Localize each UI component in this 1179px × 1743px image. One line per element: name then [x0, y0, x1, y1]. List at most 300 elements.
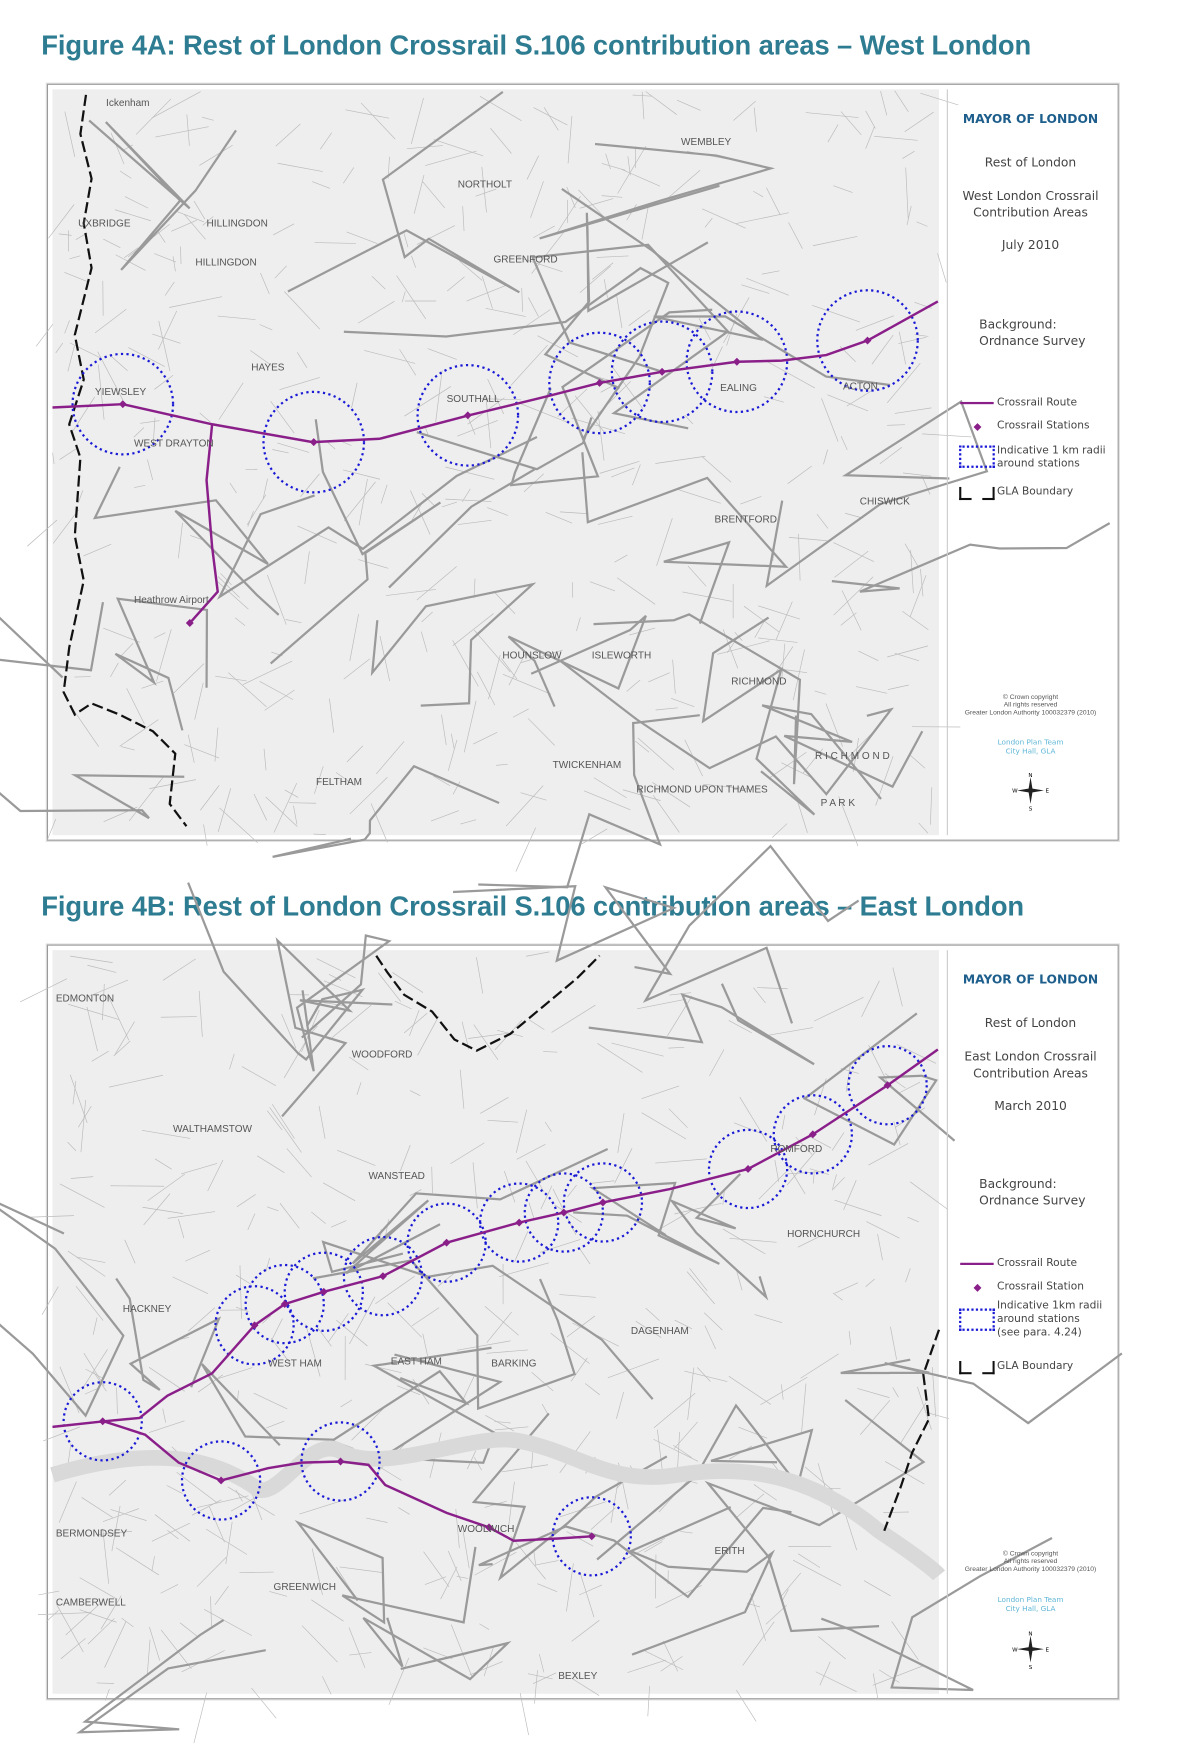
street	[815, 691, 827, 694]
street	[280, 1203, 299, 1228]
street	[887, 425, 905, 426]
street	[872, 335, 893, 364]
street	[917, 1387, 931, 1430]
street	[530, 181, 543, 218]
legend-date: July 2010	[1001, 237, 1060, 253]
east-london-map-canvas[interactable]	[52, 950, 939, 1694]
street	[618, 1113, 624, 1153]
street	[735, 213, 788, 224]
key-gla-boundary	[957, 486, 1109, 502]
street	[842, 591, 861, 631]
street	[209, 1507, 224, 1543]
place-label: HILLINGDON	[206, 218, 268, 230]
legend-background-1: Background:	[979, 1176, 1057, 1192]
street	[775, 1160, 779, 1182]
street	[161, 1630, 191, 1669]
street	[180, 1623, 197, 1636]
street	[832, 1132, 844, 1150]
street	[375, 1276, 414, 1303]
gla-boundary-line	[64, 95, 187, 826]
street	[806, 113, 859, 118]
street	[895, 653, 919, 661]
street	[673, 660, 676, 694]
street	[754, 1484, 777, 1500]
street	[280, 377, 320, 389]
copyright-3: Greater London Authority 100032379 (2010)	[964, 710, 1097, 717]
street	[208, 1160, 223, 1191]
copyright-2: All rights reserved	[1003, 1558, 1058, 1566]
map-legend-east	[947, 950, 1113, 1694]
street	[163, 959, 196, 980]
street	[451, 734, 454, 749]
street	[905, 112, 934, 132]
main-road	[573, 1183, 719, 1264]
street	[70, 1075, 87, 1123]
street	[468, 1033, 508, 1038]
street	[204, 824, 208, 845]
street	[125, 197, 148, 209]
mayor-of-london-logo: MAYOR OF LONDON	[962, 111, 1099, 127]
station-diamond-icon	[973, 423, 981, 431]
place-label: ROMFORD	[770, 1144, 823, 1156]
main-road	[80, 1620, 266, 1732]
street	[149, 1627, 159, 1661]
place-label: TWICKENHAM	[552, 760, 622, 772]
street	[185, 1250, 210, 1261]
street	[463, 1374, 475, 1399]
main-road	[478, 715, 700, 887]
street	[215, 676, 246, 681]
east-london-map[interactable]	[52, 950, 939, 1694]
street	[60, 449, 77, 460]
main-road	[582, 452, 786, 623]
street	[476, 957, 482, 993]
street	[410, 1091, 420, 1096]
street	[755, 1315, 782, 1323]
street	[347, 746, 363, 762]
street	[480, 1097, 508, 1113]
street	[323, 1183, 355, 1201]
street	[487, 1312, 512, 1343]
street	[458, 520, 492, 524]
street	[210, 1596, 211, 1628]
street	[902, 151, 914, 158]
street	[312, 182, 330, 189]
street	[68, 1004, 119, 1019]
place-label: ISLEWORTH	[591, 650, 652, 662]
crossrail-station-marker	[99, 1417, 107, 1425]
street	[266, 1258, 270, 1272]
legend-background-1: Background:	[979, 317, 1057, 332]
street	[236, 1275, 251, 1284]
street	[147, 460, 152, 481]
street	[590, 582, 615, 591]
street	[65, 112, 75, 157]
compass-w: W	[1012, 788, 1018, 795]
figure-4a-map-frame	[47, 84, 1119, 841]
street	[424, 1552, 449, 1587]
place-label: ERITH	[714, 1546, 745, 1558]
street	[184, 214, 205, 239]
compass-w: W	[1012, 1647, 1018, 1654]
street	[152, 334, 180, 343]
street	[165, 282, 174, 296]
river-thames	[52, 1440, 939, 1576]
street	[902, 611, 928, 630]
crossrail-station-marker	[560, 1209, 568, 1217]
street	[155, 127, 208, 137]
street	[462, 489, 470, 502]
street	[425, 1577, 446, 1585]
street	[278, 163, 323, 171]
place-label: RICHMOND	[731, 676, 787, 688]
street	[905, 1268, 910, 1282]
station-diamond-icon	[973, 1283, 981, 1291]
street	[358, 560, 388, 569]
street	[920, 569, 923, 596]
street	[910, 1182, 948, 1210]
street	[240, 1265, 242, 1318]
street	[862, 981, 880, 1017]
west-london-map[interactable]	[52, 89, 939, 835]
street	[591, 1181, 614, 1184]
street	[284, 292, 319, 330]
street	[657, 1430, 662, 1471]
street	[120, 171, 131, 178]
street	[468, 418, 475, 435]
street	[457, 1576, 468, 1578]
street	[602, 196, 623, 198]
street	[194, 1693, 207, 1743]
street	[327, 442, 336, 450]
street	[517, 1144, 546, 1159]
main-road	[89, 120, 236, 269]
street	[841, 613, 857, 626]
figure-4b-title: Figure 4B: Rest of London Crossrail S.106 contribution areas – East London	[41, 892, 1025, 923]
street	[903, 473, 931, 476]
street	[801, 1354, 839, 1378]
copyright-1: © Crown copyright	[1002, 694, 1059, 702]
main-road	[277, 940, 392, 1116]
street	[835, 1283, 858, 1294]
street	[534, 1552, 536, 1566]
street	[657, 518, 673, 565]
legend-subtitle: Rest of London	[984, 1016, 1077, 1031]
street	[134, 428, 144, 438]
street	[629, 628, 655, 635]
street	[606, 154, 611, 169]
street	[257, 1156, 284, 1173]
street	[192, 1500, 221, 1515]
street	[529, 1020, 544, 1030]
street	[513, 310, 550, 335]
place-label: HORNCHURCH	[787, 1229, 861, 1241]
street	[873, 1673, 878, 1699]
street	[743, 1622, 774, 1666]
street	[544, 107, 558, 130]
street	[226, 1522, 232, 1564]
street	[285, 790, 298, 798]
street	[617, 578, 655, 605]
legend-subtitle: Rest of London	[984, 155, 1077, 170]
street	[105, 1621, 127, 1668]
street	[833, 1293, 843, 1300]
street	[42, 1287, 58, 1315]
street	[477, 672, 495, 705]
street	[349, 1653, 371, 1655]
street	[802, 1384, 806, 1433]
key-radii-label-2: around stations	[997, 457, 1080, 471]
copyright-1: © Crown copyright	[1002, 1550, 1059, 1558]
street	[70, 256, 81, 259]
street	[442, 715, 447, 745]
key-boundary-label: GLA Boundary	[997, 1359, 1074, 1373]
place-label: EAST HAM	[390, 1356, 442, 1368]
place-label: DAGENHAM	[630, 1326, 689, 1338]
street	[615, 555, 628, 562]
street	[122, 1618, 134, 1627]
street	[677, 100, 701, 110]
street	[400, 1145, 410, 1171]
place-label: HAYES	[251, 362, 285, 374]
main-road	[672, 1174, 766, 1297]
street	[528, 297, 538, 316]
street	[267, 1111, 282, 1130]
street	[798, 1554, 820, 1568]
street	[174, 664, 204, 693]
figure-4b-map-frame	[47, 945, 1119, 1700]
street	[103, 239, 120, 248]
copyright-2: All rights reserved	[1003, 702, 1058, 709]
street	[95, 309, 126, 333]
street	[527, 156, 539, 180]
street	[202, 117, 214, 120]
crossrail-station-marker	[310, 438, 318, 446]
street	[598, 411, 604, 460]
place-label: BARKING	[491, 1358, 537, 1370]
street	[260, 325, 273, 330]
street	[161, 1017, 197, 1018]
street	[147, 1640, 150, 1676]
key-boundary-label: GLA Boundary	[997, 485, 1074, 498]
street	[490, 128, 511, 153]
main-road	[533, 245, 728, 428]
street	[866, 127, 875, 149]
street	[97, 1683, 114, 1684]
street	[780, 1573, 801, 1598]
street	[529, 1202, 534, 1219]
street	[68, 1142, 76, 1151]
street	[341, 1400, 352, 1407]
street	[404, 234, 408, 248]
street	[260, 273, 269, 294]
street	[59, 1482, 76, 1523]
street	[197, 1557, 226, 1586]
street	[287, 1149, 312, 1177]
street	[144, 1194, 170, 1225]
street	[87, 1007, 98, 1051]
street	[866, 1222, 899, 1239]
street	[61, 1638, 86, 1658]
place-label: CHISWICK	[859, 496, 910, 508]
street	[347, 232, 378, 244]
street	[344, 659, 370, 679]
street	[265, 690, 295, 710]
street	[322, 1676, 331, 1694]
street	[115, 1022, 135, 1055]
figure-4a-title: Figure 4A: Rest of London Crossrail S.106 contribution areas – West London	[41, 31, 1032, 62]
west-london-map-canvas[interactable]	[52, 89, 939, 835]
street	[576, 617, 580, 631]
street	[346, 110, 389, 118]
place-label: ACTON	[842, 381, 878, 393]
street	[688, 1368, 694, 1420]
street	[669, 993, 691, 995]
street	[344, 482, 375, 521]
street	[671, 698, 694, 706]
street	[487, 1350, 528, 1353]
street	[890, 1327, 896, 1360]
place-label: BRENTFORD	[714, 514, 777, 526]
street	[450, 1143, 484, 1164]
street	[895, 91, 909, 112]
street	[411, 98, 423, 144]
street	[152, 1523, 190, 1541]
street	[218, 788, 231, 832]
legend-background-2: Ordnance Survey	[979, 333, 1086, 349]
compass-s: S	[1028, 806, 1033, 813]
street	[740, 496, 761, 504]
compass-e: E	[1045, 1647, 1050, 1654]
street	[486, 308, 526, 316]
key-radii	[957, 1300, 1109, 1340]
street	[448, 1551, 461, 1581]
street	[109, 355, 127, 371]
street	[736, 1690, 756, 1721]
street	[900, 1082, 920, 1093]
street	[911, 756, 925, 769]
street	[411, 256, 415, 268]
street	[248, 1214, 255, 1230]
place-label: WOOLWICH	[457, 1523, 515, 1535]
street	[71, 1177, 93, 1179]
street	[611, 1476, 619, 1523]
map-legend-west	[947, 89, 1113, 835]
street	[812, 305, 860, 322]
street	[116, 1548, 159, 1575]
street	[656, 708, 678, 710]
street	[648, 673, 669, 682]
street	[488, 655, 500, 699]
key-route-label: Crossrail Route	[997, 396, 1078, 409]
street	[267, 1207, 278, 1211]
street	[786, 1163, 805, 1194]
street	[56, 343, 63, 353]
street	[319, 1106, 325, 1139]
street	[65, 320, 70, 333]
street	[782, 1115, 785, 1129]
street	[893, 968, 903, 1007]
street	[105, 1689, 109, 1701]
street	[857, 1388, 889, 1397]
street	[134, 485, 145, 487]
street	[228, 673, 266, 707]
street	[618, 146, 646, 193]
key-crossrail-route	[957, 396, 1109, 409]
main-road	[561, 661, 891, 794]
street	[680, 1531, 692, 1533]
street	[68, 346, 75, 372]
team-1: London Plan Team	[997, 738, 1064, 747]
street	[317, 1327, 331, 1346]
street	[511, 345, 548, 385]
place-label: Ickenham	[106, 98, 150, 110]
street	[559, 1295, 595, 1298]
street	[376, 741, 404, 773]
place-label: P A R K	[820, 798, 856, 810]
street	[314, 834, 326, 835]
street	[813, 236, 857, 245]
street	[230, 483, 237, 493]
street	[899, 332, 905, 365]
copyright-3: Greater London Authority 100032379 (2010)	[964, 1566, 1097, 1574]
street	[457, 420, 497, 436]
street	[64, 272, 88, 282]
street	[301, 474, 320, 497]
street	[546, 512, 572, 523]
street	[655, 1159, 707, 1163]
street	[266, 797, 298, 827]
street	[543, 1051, 557, 1052]
street	[709, 1049, 724, 1076]
main-road	[273, 766, 499, 857]
compass-n: N	[1028, 1631, 1033, 1638]
legend-heading-2: Contribution Areas	[973, 1066, 1088, 1081]
street	[357, 1082, 361, 1095]
street	[200, 785, 219, 810]
key-stations-label: Crossrail Stations	[997, 419, 1090, 433]
street	[584, 791, 630, 810]
street	[400, 349, 416, 375]
street	[516, 828, 536, 872]
street	[271, 1319, 283, 1342]
street	[47, 819, 55, 840]
street	[181, 1163, 217, 1173]
street	[188, 735, 194, 763]
street	[70, 343, 101, 358]
street	[27, 520, 57, 546]
street	[297, 352, 307, 367]
street	[453, 613, 494, 645]
street	[289, 803, 316, 804]
street	[178, 1219, 183, 1238]
street	[109, 1075, 163, 1087]
street	[460, 1070, 464, 1109]
main-road	[323, 1242, 653, 1399]
street	[537, 1584, 557, 1592]
street	[513, 709, 529, 717]
street	[388, 1303, 422, 1338]
street	[398, 1508, 409, 1515]
team-1: London Plan Team	[997, 1595, 1064, 1605]
street	[467, 285, 507, 301]
street	[688, 566, 706, 586]
street	[860, 1400, 890, 1434]
compass-s: S	[1028, 1665, 1033, 1672]
compass-n: N	[1028, 773, 1033, 780]
main-road	[0, 578, 103, 678]
street	[302, 1626, 338, 1662]
